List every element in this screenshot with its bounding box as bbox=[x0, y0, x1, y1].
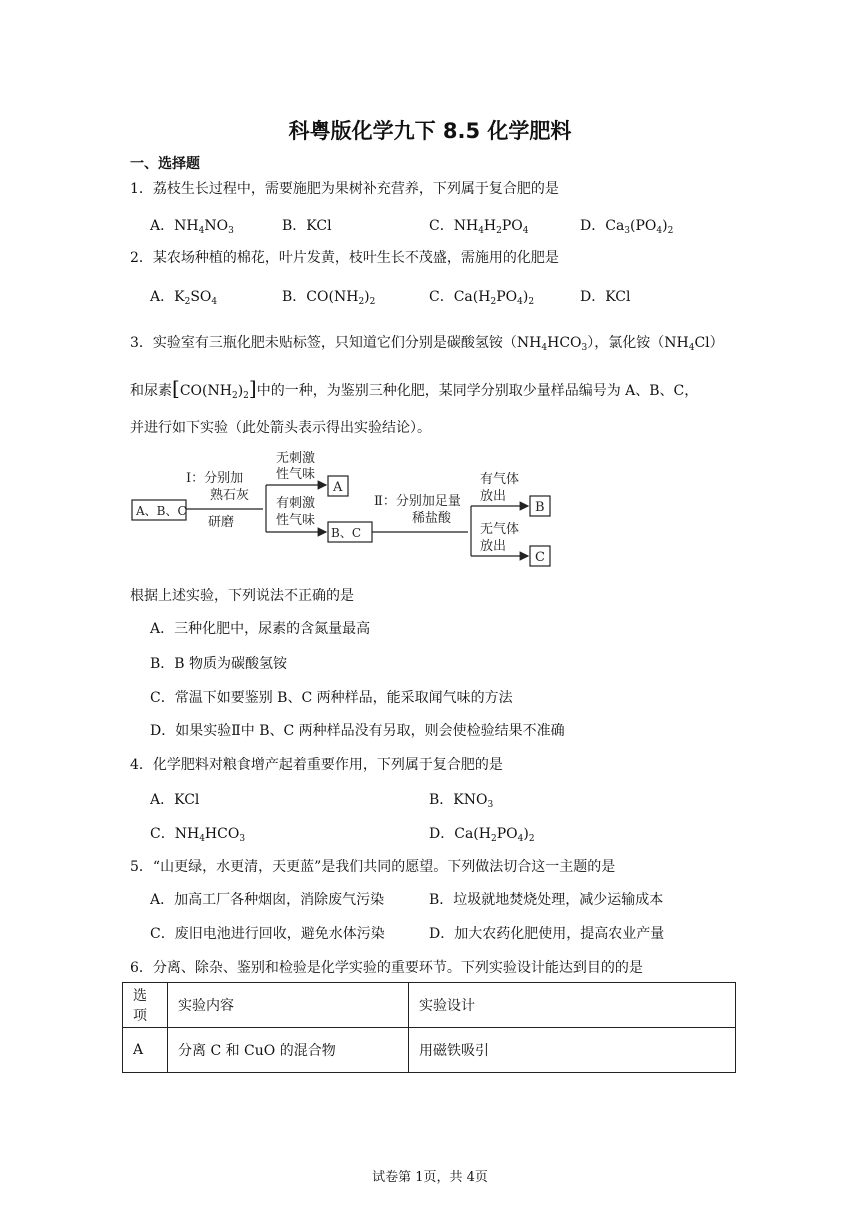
label-no-gas-2: 放出 bbox=[480, 539, 507, 554]
label-abc: A、B、C bbox=[136, 504, 187, 518]
label-step1-under: 研磨 bbox=[208, 515, 235, 530]
q4-stem: 4．化学肥料对粮食增产起着重要作用，下列属于复合肥的是 bbox=[130, 757, 503, 773]
q5-stem: 5．“山更绿，水更清，天更蓝”是我们共同的愿望。下列做法切合这一主题的是 bbox=[130, 859, 616, 875]
q2-option-d: D．KCl bbox=[580, 289, 631, 305]
q1-option-a: A．$NH_4NO_3$ bbox=[150, 218, 234, 236]
q3-line1: 3．实验室有三瓶化肥未贴标签，只知道它们分别是碳酸氢铵$(NH_4HCO_3)$，氯化铵$(NH_4Cl)$ bbox=[130, 335, 724, 353]
q3-option-a: A．三种化肥中，尿素的含氮量最高 bbox=[150, 621, 371, 637]
q4-option-d: D．$Ca(H_2PO_4)_2$ bbox=[429, 826, 535, 844]
label-no-smell-2: 性气味 bbox=[276, 467, 316, 482]
q2-option-b: B．$CO(NH_2)_2$ bbox=[282, 289, 376, 307]
table-cell: 用磁铁吸引 bbox=[409, 1028, 736, 1073]
label-step2-1: Ⅱ：分别加足量 bbox=[374, 494, 461, 509]
label-gas-1: 有气体 bbox=[480, 472, 520, 487]
label-step2-2: 稀盐酸 bbox=[412, 511, 452, 526]
q5-option-a: A．加高工厂各种烟囱，消除废气污染 bbox=[150, 892, 385, 908]
label-gas-2: 放出 bbox=[480, 489, 507, 504]
table-header-cell: 选项 bbox=[123, 983, 168, 1028]
q2-stem: 2．某农场种植的棉花，叶片发黄，枝叶生长不茂盛，需施用的化肥是 bbox=[130, 250, 559, 266]
label-smell-2: 性气味 bbox=[276, 513, 316, 528]
table-cell: 分离 C 和 CuO 的混合物 bbox=[168, 1028, 409, 1073]
q1-option-c: C．$NH_4H_2PO_4$ bbox=[429, 218, 529, 236]
label-no-gas-1: 无气体 bbox=[480, 522, 520, 537]
page-title: 科粤版化学九下 8.5 化学肥料 bbox=[288, 119, 572, 143]
q5-option-d: D．加大农药化肥使用，提高农业产量 bbox=[429, 926, 665, 942]
q1-option-b: B．KCl bbox=[282, 218, 332, 234]
label-box-c: C bbox=[535, 550, 545, 565]
label-step1-2: 熟石灰 bbox=[210, 488, 250, 503]
q2-option-a: A．$K_2SO_4$ bbox=[150, 289, 218, 307]
q3-option-d: D．如果实验Ⅱ中 B、C 两种样品没有另取，则会使检验结果不准确 bbox=[150, 723, 565, 739]
q1-stem: 1．荔枝生长过程中，需要施肥为果树补充营养，下列属于复合肥的是 bbox=[130, 181, 559, 197]
q6-stem: 6．分离、除杂、鉴别和检验是化学实验的重要环节。下列实验设计能达到目的的是 bbox=[130, 960, 643, 976]
table-row bbox=[123, 1028, 736, 1073]
label-no-smell-1: 无刺激 bbox=[276, 451, 316, 466]
label-smell-1: 有刺激 bbox=[276, 496, 316, 511]
q2-option-c: C．$Ca(H_2PO_4)_2$ bbox=[429, 289, 535, 307]
q3-line2: 和尿素$[CO(NH_2)_2]$中的一种，为鉴别三种化肥，某同学分别取少量样品编号为 A、B、C， bbox=[130, 376, 699, 401]
q3-line3: 并进行如下实验（此处箭头表示得出实验结论）。 bbox=[130, 420, 431, 436]
q5-option-c: C．废旧电池进行回收，避免水体污染 bbox=[150, 926, 385, 942]
table-header-row bbox=[123, 983, 736, 1028]
page-footer: 试卷第 1页，共 4页 bbox=[372, 1170, 488, 1185]
table-header-cell: 实验内容 bbox=[168, 983, 409, 1028]
q3-option-b: B．B 物质为碳酸氢铵 bbox=[150, 656, 288, 672]
q1-option-d: D．$Ca_3(PO_4)_2$ bbox=[580, 218, 674, 236]
q5-option-b: B．垃圾就地焚烧处理，减少运输成本 bbox=[429, 892, 664, 908]
label-step1-1: Ⅰ：分别加 bbox=[186, 471, 244, 486]
label-box-b: B bbox=[535, 500, 545, 515]
q4-option-b: B．$KNO_3$ bbox=[429, 792, 494, 810]
section-heading: 一、选择题 bbox=[130, 156, 200, 172]
q3-option-c: C．常温下如要鉴别 B、C 两种样品，能采取闻气味的方法 bbox=[150, 690, 513, 706]
q4-option-c: C．$NH_4HCO_3$ bbox=[150, 826, 246, 844]
label-box-bc: B、C bbox=[331, 526, 362, 540]
q3-lead: 根据上述实验，下列说法不正确的是 bbox=[130, 588, 354, 604]
table-header-cell: 实验设计 bbox=[409, 983, 736, 1028]
table-cell: A bbox=[123, 1028, 168, 1073]
q6-table bbox=[122, 982, 736, 1073]
label-box-a: A bbox=[333, 480, 343, 495]
experiment-flow-diagram bbox=[130, 446, 560, 574]
q4-option-a: A．KCl bbox=[150, 792, 200, 808]
